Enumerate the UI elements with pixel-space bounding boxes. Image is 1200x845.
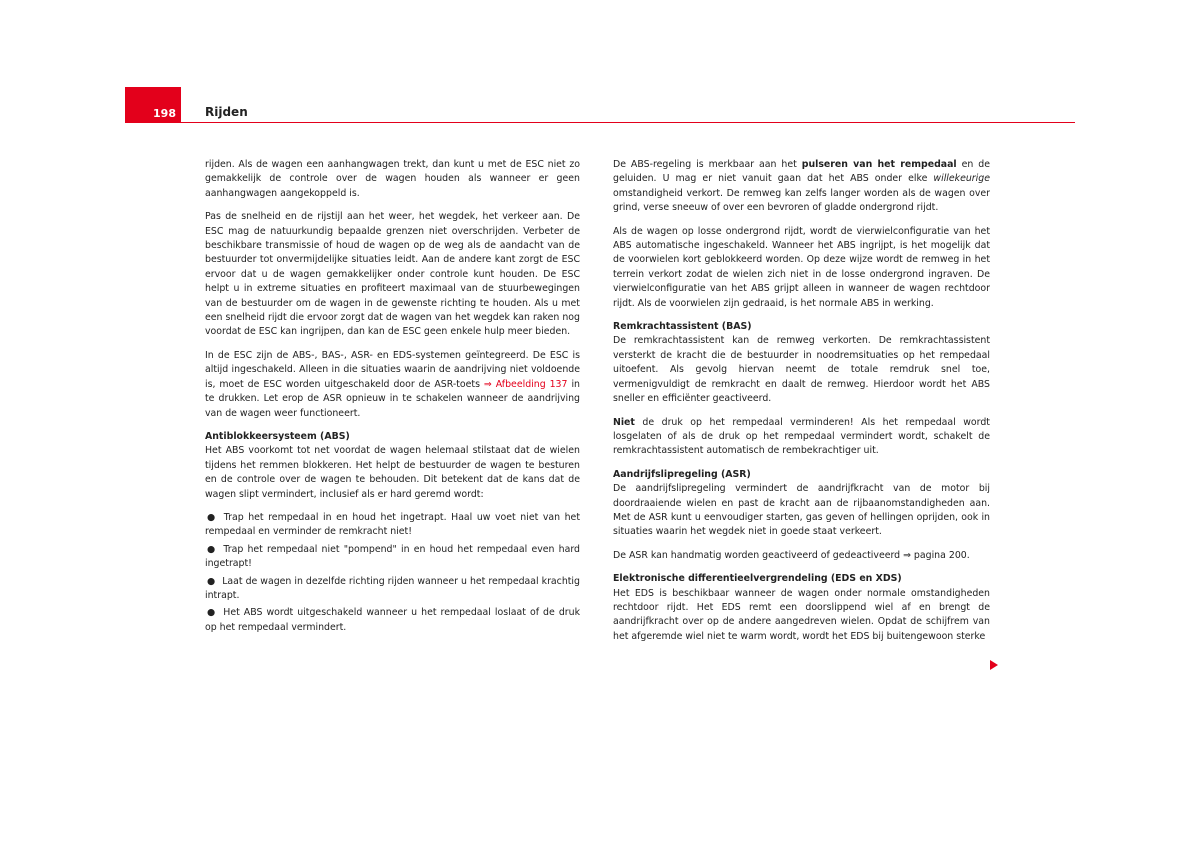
- paragraph-text: en de geluiden. U mag er niet vanuit gaan dat het ABS onder elke: [613, 159, 990, 185]
- paragraph: [205, 349, 580, 421]
- list-item-text: Trap het rempedaal niet "pompend" in en houd het rempedaal even hard ingetrapt!: [205, 543, 580, 570]
- left-column: [205, 158, 580, 638]
- paragraph-text: de druk op het rempedaal verminderen! Als het rempedaal wordt losgelaten of als de druk op het rempedaal vermindert wordt, schakelt de remkrachtassistent automatisch de rembekrachtiger uit.: [613, 416, 990, 457]
- list-item-text: Laat de wagen in dezelfde richting rijden wanneer u het rempedaal krachtig intrapt.: [205, 575, 580, 601]
- eds-heading: Elektronische differentieelvergrendeling (EDS en XDS): [613, 573, 902, 585]
- bullet-icon: ●: [207, 607, 217, 619]
- page-number-box: [125, 87, 181, 123]
- paragraph: rijden. Als de wagen een aanhangwagen trekt, dan kunt u met de ESC niet zo gemakkelijk de controle over de wagen houden als wanneer er geen aanhangwagen aangekoppeld is.: [205, 159, 580, 199]
- header-rule: [181, 122, 1075, 123]
- triangle-right-icon: [990, 660, 998, 670]
- page-reference: De ASR kan handmatig worden geactiveerd of gedeactiveerd ⇒ pagina 200.: [613, 549, 970, 561]
- list-item: [205, 543, 580, 572]
- paragraph: De remkrachtassistent kan de remweg verkorten. De remkrachtassistent versterkt de kracht die de bestuurder in noodremsituaties op het rempedaal uitoefent. Als gevolg hiervan neemt de totale remdruk snel toe, vermenigvuldigt de remkracht en daalt de remweg. Hierdoor wordt het ABS sneller en efficiënter geactiveerd.: [613, 335, 990, 405]
- bullet-icon: ●: [207, 575, 216, 587]
- list-item-text: Trap het rempedaal in en houd het ingetrapt. Haal uw voet niet van het rempedaal en verminder de remkracht niet!: [205, 511, 580, 538]
- bullet-icon: ●: [207, 543, 217, 555]
- paragraph-text: in te drukken. Let erop de ASR opnieuw in te schakelen wanneer de aandrijving van de wagen weer functioneert.: [205, 378, 580, 419]
- list-item: [205, 575, 580, 604]
- bold-text: Niet: [613, 416, 635, 428]
- paragraph: [613, 416, 990, 459]
- section-title: Rijden: [205, 105, 248, 119]
- abs-bullet-list: [205, 511, 580, 635]
- bold-text: pulseren van het rempedaal: [801, 159, 957, 170]
- abs-heading: Antiblokkeersysteem (ABS): [205, 430, 350, 442]
- list-item-text: Het ABS wordt uitgeschakeld wanneer u het rempedaal loslaat of de druk op het rempedaal vermindert.: [205, 607, 580, 633]
- paragraph: Het ABS voorkomt tot net voordat de wagen helemaal stilstaat dat de wielen tijdens het remmen blokkeren. Het helpt de bestuurder de wagen te besturen en de controle over de wagen te behouden. Dit betekent dat de kans dat de wagen slipt vermindert, inclusief als er hard geremd wordt:: [205, 445, 580, 500]
- bas-heading: Remkrachtassistent (BAS): [613, 321, 752, 333]
- italic-text: willekeurige: [933, 173, 990, 185]
- paragraph: Als de wagen op losse ondergrond rijdt, wordt de vierwielconfiguratie van het ABS automatische ingeschakeld. Wanneer het ABS ingrijpt, is het mogelijk dat de voorwielen kort geblokkeerd worden. Op deze wijze wordt de remweg in het terrein verkort zodat de wielen zich niet in de losse ondergrond ingraven. De vierwielconfiguratie van het ABS grijpt alleen in wanneer de wagen rechtdoor rijdt. Als de voorwielen zijn gedraaid, is het normale ABS in werking.: [613, 225, 990, 309]
- paragraph: Pas de snelheid en de rijstijl aan het weer, het wegdek, het verkeer aan. De ESC mag de natuurkundig bepaalde grenzen niet overschrijden. Verbeter de beschikbare transmissie of houd de wagen op de weg als de aandacht van de bestuurder tot onvermijdelijke situaties leidt. Aan de andere kant zorgt de ESC ervoor dat u de wagen gemakkelijker onder controle kunt houden. De ESC helpt u in extreme situaties en profiteert maximaal van de stuurbewegingen van de bestuurder om de wagen in de gewenste richting te houden. Als u met een snelheid rijdt die ervoor zorgt dat de wagen van het wegdek kan raken nog voordat de ESC kan ingrijpen, dan kan de ESC geen enkele hulp meer bieden.: [205, 211, 580, 338]
- paragraph-text: De ABS-regeling is merkbaar aan het: [613, 159, 797, 170]
- paragraph: De aandrijfslipregeling vermindert de aandrijfkracht van de motor bij doordraaiende wielen en past de kracht aan de rijbaanomstandigheden aan. Met de ASR kunt u eenvoudiger starten, gas geven of hellingen oprijden, ook in situaties waarin het wegdek niet in goede staat verkeert.: [613, 483, 990, 538]
- paragraph: Het EDS is beschikbaar wanneer de wagen onder normale omstandigheden rechtdoor rijdt. Het EDS remt een doorslippend wiel af en brengt de aandrijfkracht over op de andere aangedreven wielen. Opdat de schijfrem van het afgeremde wiel niet te warm wordt, wordt het EDS bij buitengewoon sterke: [613, 587, 990, 642]
- bullet-icon: ●: [207, 511, 217, 523]
- figure-link[interactable]: ⇒ Afbeelding 137: [483, 378, 568, 390]
- asr-heading: Aandrijfslipregeling (ASR): [613, 468, 751, 480]
- list-item: [205, 606, 580, 635]
- paragraph: [613, 158, 990, 216]
- paragraph-text: omstandigheid verkort. De remweg kan zelfs langer worden als de wagen over grind, verse sneeuw of over een bevroren of gladde ondergrond rijdt.: [613, 187, 990, 214]
- list-item: [205, 511, 580, 540]
- right-column: [613, 158, 990, 653]
- paragraph-text: In de ESC zijn de ABS-, BAS-, ASR- en EDS-systemen geïntegreerd. De ESC is altijd ingeschakeld. Alleen in die situaties waarin de aandrijving niet voldoende is, moet de ESC worden uitgeschakeld door de ASR-toets: [205, 349, 580, 390]
- page-number: 198: [153, 107, 176, 120]
